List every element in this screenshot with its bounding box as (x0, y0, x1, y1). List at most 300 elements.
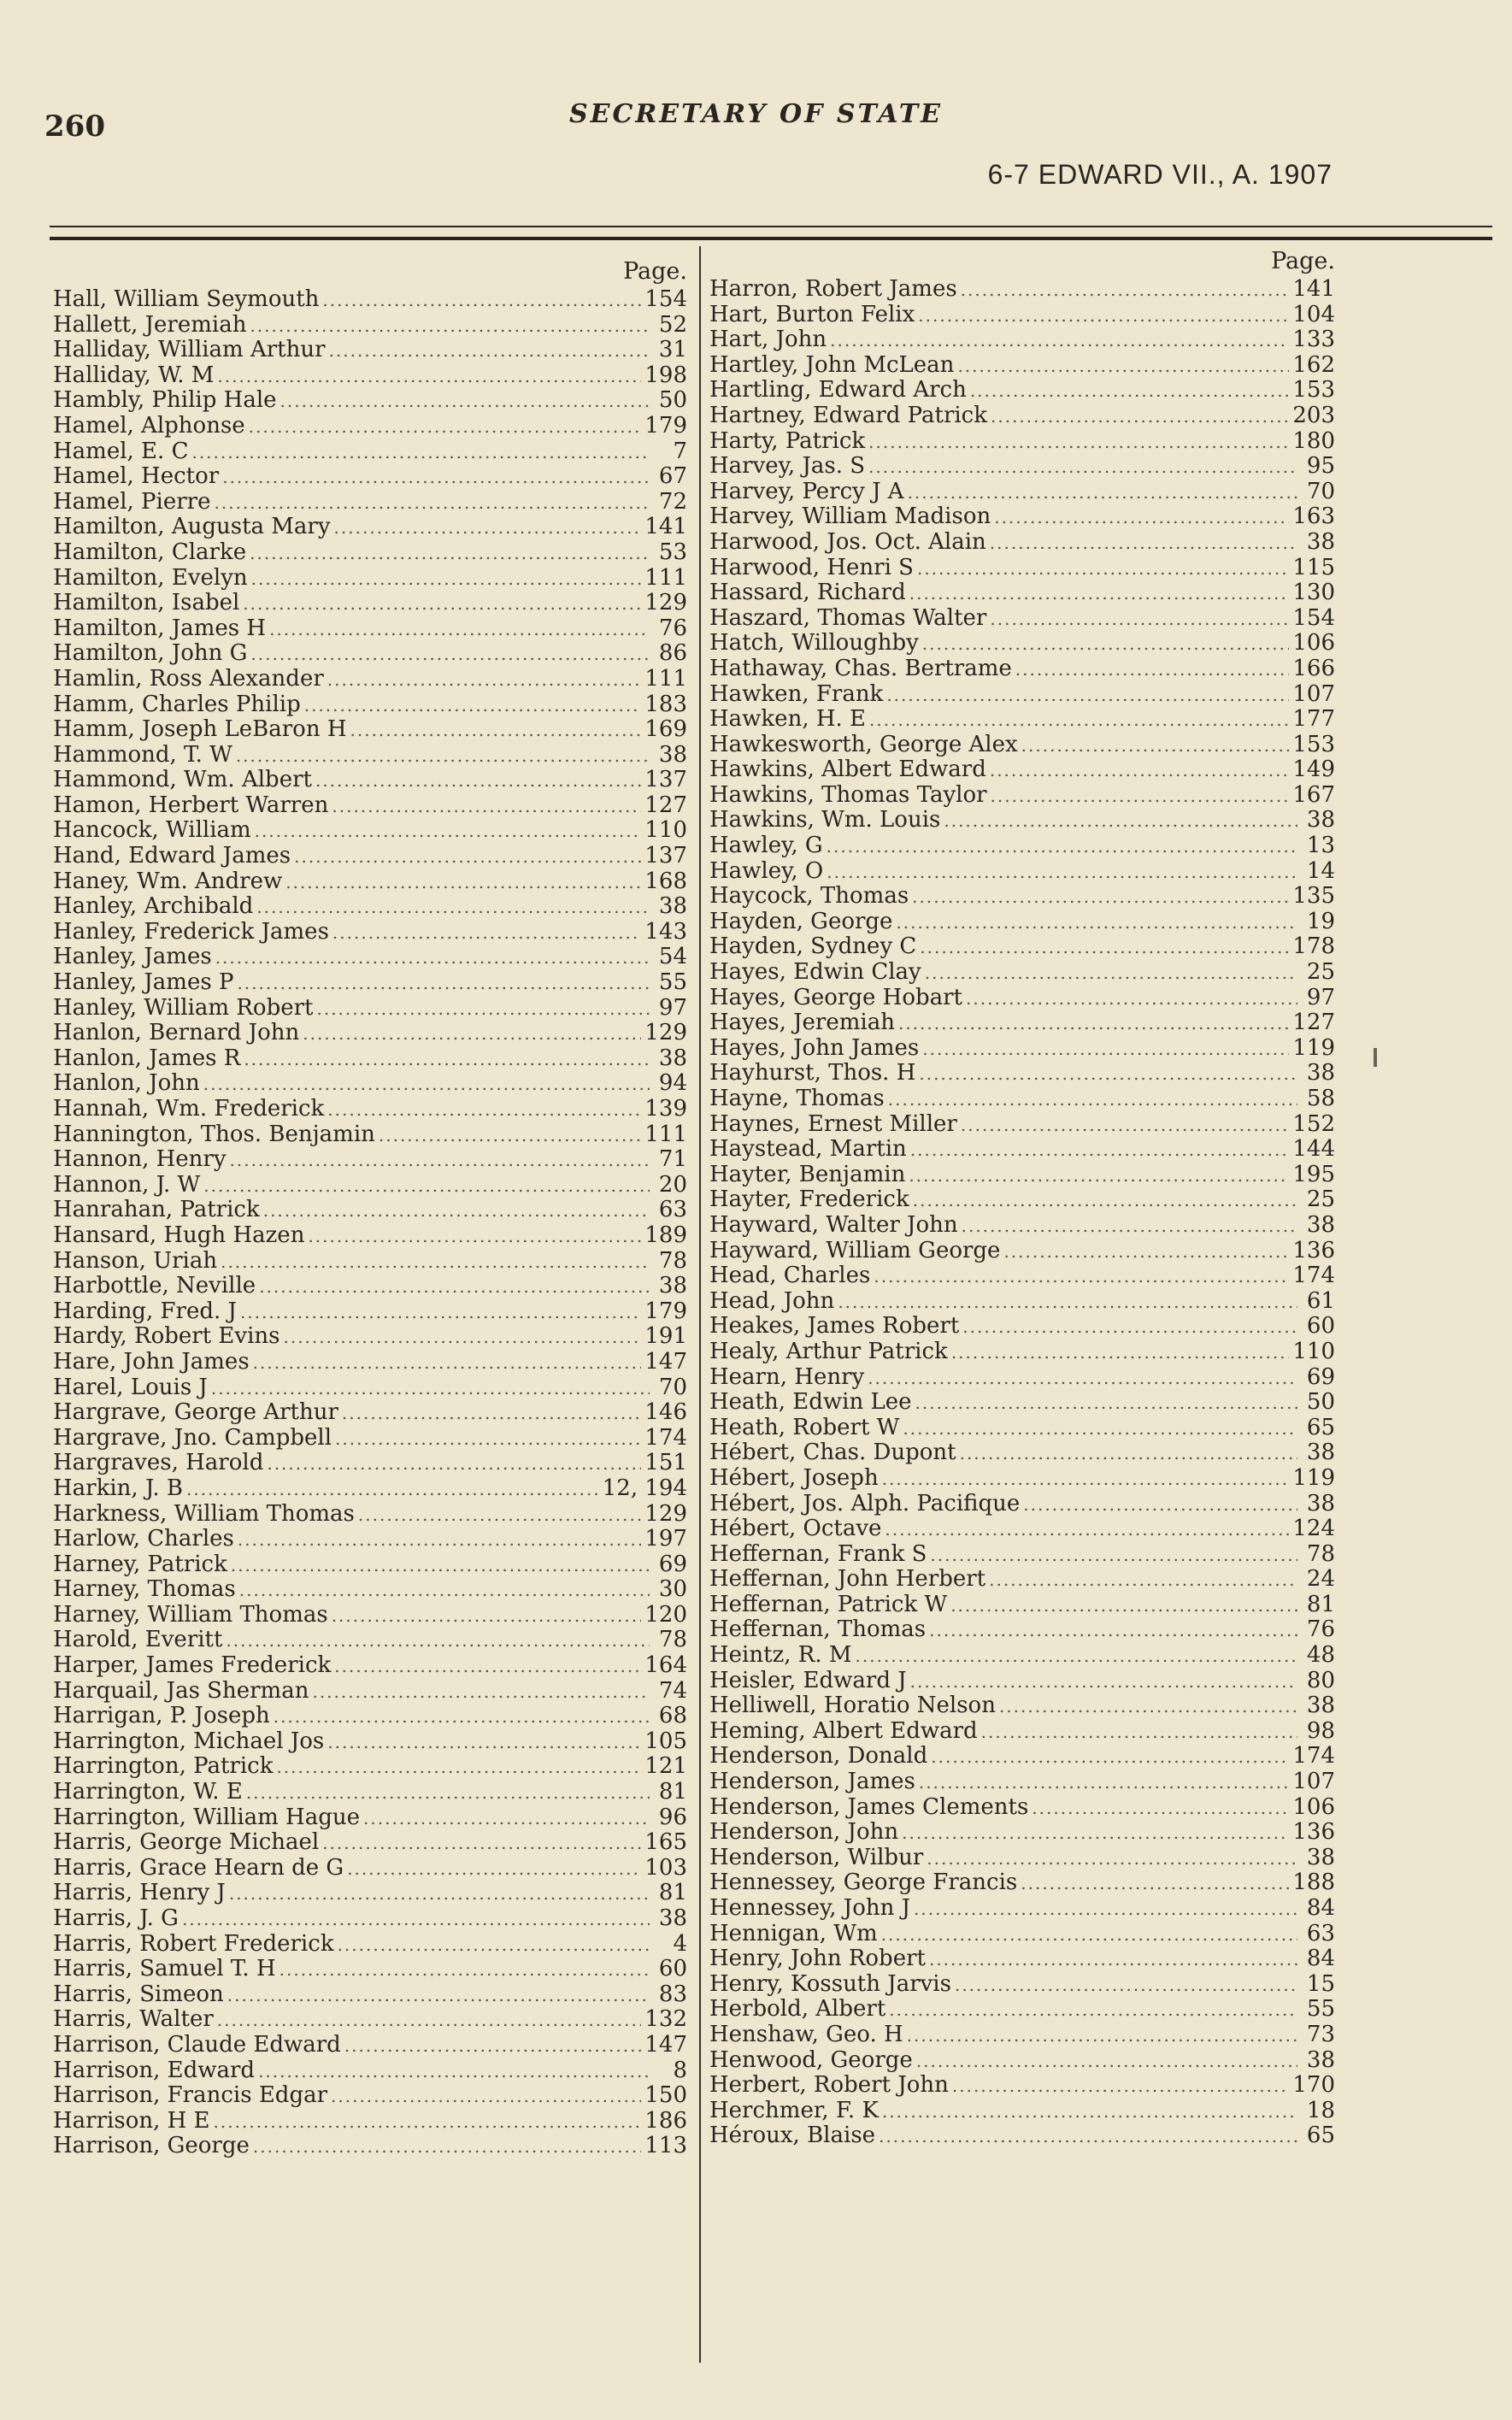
entry-page: 127 (644, 792, 687, 818)
entry-name: Hammond, Wm. Albert (53, 767, 312, 793)
entry-page: 152 (1292, 1110, 1335, 1137)
dot-leader (882, 1467, 1290, 1493)
dot-leader (250, 541, 650, 567)
index-entry (53, 1932, 687, 1958)
entry-page: 81 (1306, 1591, 1335, 1617)
dot-leader (342, 1401, 641, 1427)
entry-page: 67 (658, 463, 687, 490)
entry-name: Harold, Everitt (53, 1627, 223, 1653)
entry-page: 58 (1306, 1086, 1335, 1111)
index-entry (709, 403, 1335, 429)
entry-page: 55 (1306, 1996, 1335, 2023)
entry-page: 179 (644, 1298, 687, 1324)
entry-name: Heffernan, Patrick W (709, 1591, 948, 1617)
dot-leader (350, 718, 642, 744)
index-entry (709, 859, 1335, 885)
index-entry (709, 884, 1335, 910)
dot-leader (838, 1290, 1297, 1316)
dot-leader (221, 1250, 650, 1275)
entry-page: 38 (1306, 1440, 1335, 1466)
dot-leader (957, 354, 1289, 380)
index-entry (53, 1021, 687, 1046)
entry-name: Hayes, Jeremiah (709, 1010, 895, 1036)
entry-name: Hambly, Philip Hale (53, 387, 277, 414)
entry-name: Harkin, J. B (53, 1475, 183, 1501)
index-entry (53, 1527, 687, 1552)
dot-leader (1015, 657, 1290, 683)
index-entry (709, 1137, 1335, 1163)
entry-page: 164 (644, 1652, 687, 1679)
entry-name: Halliday, William Arthur (53, 337, 326, 363)
entry-name: Hébert, Chas. Dupont (709, 1440, 956, 1466)
entry-name: Hargraves, Harold (53, 1450, 264, 1476)
dot-leader (256, 895, 650, 921)
dot-leader (211, 1376, 650, 1402)
index-entry (53, 844, 687, 869)
entry-page: 197 (644, 1526, 687, 1552)
dot-leader (332, 921, 641, 946)
index-entry (709, 353, 1335, 379)
dot-leader (951, 1340, 1290, 1366)
index-entry (53, 1603, 687, 1628)
index-entry (709, 1239, 1335, 1264)
entry-page: 146 (644, 1399, 687, 1426)
dot-leader (347, 1857, 641, 1882)
index-entry (709, 1870, 1335, 1896)
entry-name: Harney, Patrick (53, 1551, 227, 1577)
index-entry (53, 2109, 687, 2134)
entry-name: Hare, John James (53, 1348, 250, 1375)
index-entry (709, 1643, 1335, 1669)
entry-page: 183 (644, 691, 687, 717)
entry-name: Hayhurst, Thos. H (709, 1060, 916, 1086)
index-entry (53, 1982, 687, 2008)
index-entry (709, 1061, 1335, 1086)
dot-leader (312, 1680, 650, 1705)
dot-leader (950, 1593, 1297, 1619)
index-entry (709, 556, 1335, 581)
entry-name: Henderson, James (709, 1769, 915, 1795)
index-entry (53, 338, 687, 363)
entry-page: 97 (1306, 984, 1335, 1010)
entry-name: Hamel, Alphonse (53, 412, 245, 439)
entry-page: 83 (658, 1981, 687, 2007)
entry-page: 154 (644, 286, 687, 312)
entry-page: 38 (1306, 1060, 1335, 1086)
index-entry (53, 869, 687, 895)
index-entry (53, 313, 687, 339)
dot-leader (917, 556, 1289, 582)
dot-leader (888, 1087, 1297, 1113)
index-entry (53, 591, 687, 616)
dot-leader (229, 1881, 650, 1907)
entry-page: 106 (1292, 1793, 1335, 1820)
index-entry (709, 960, 1335, 986)
dot-leader (316, 997, 650, 1022)
entry-name: Hamm, Charles Philip (53, 691, 301, 717)
entry-name: Halliday, W. M (53, 362, 215, 388)
entry-page: 71 (658, 1146, 687, 1173)
index-entry (709, 2023, 1335, 2048)
entry-name: Hanley, Archibald (53, 893, 254, 920)
entry-page: 137 (644, 843, 687, 869)
entry-page: 107 (1292, 1769, 1335, 1795)
dot-leader (882, 2099, 1297, 2125)
entry-page: 31 (658, 337, 687, 363)
entry-page: 130 (1292, 580, 1335, 606)
entry-name: Harrison, Edward (53, 2057, 256, 2083)
entry-page: 168 (644, 868, 687, 894)
entry-name: Hayward, Walter John (709, 1211, 958, 1238)
dot-leader (929, 1618, 1297, 1644)
index-entry (53, 1780, 687, 1805)
entry-name: Hébert, Jos. Alph. Pacifique (709, 1490, 1021, 1516)
entry-page: 50 (1306, 1389, 1335, 1416)
entry-page: 15 (1306, 1970, 1335, 1997)
dot-leader (322, 288, 641, 314)
index-entry (709, 277, 1335, 303)
index-entry (709, 504, 1335, 530)
index-entry (709, 1795, 1335, 1821)
dot-leader (274, 1705, 650, 1730)
entry-page: 81 (658, 1779, 687, 1805)
index-entry (709, 1010, 1335, 1036)
dot-leader (914, 1897, 1297, 1922)
entry-page: 147 (644, 2031, 687, 2058)
dot-leader (922, 632, 1290, 657)
index-entry (709, 1769, 1335, 1795)
dot-leader (239, 1578, 650, 1604)
dot-leader (217, 2008, 642, 2034)
header-rule-thick (50, 237, 1492, 240)
index-entry (709, 2099, 1335, 2124)
entry-name: Hanley, James P (53, 969, 234, 996)
entry-page: 121 (644, 1753, 687, 1780)
entry-page: 144 (1292, 1136, 1335, 1163)
index-entry (53, 1830, 687, 1856)
entry-name: Harris, Samuel T. H (53, 1956, 276, 1982)
entry-name: Healy, Arthur Patrick (709, 1338, 948, 1364)
index-entry (53, 1577, 687, 1603)
dot-leader (919, 1062, 1297, 1087)
index-entry (709, 833, 1335, 859)
index-entry (53, 1426, 687, 1451)
entry-page: 150 (644, 2082, 687, 2109)
index-entry (53, 1957, 687, 1982)
dot-leader (226, 1628, 650, 1654)
entry-page: 151 (644, 1450, 687, 1476)
entry-name: Henry, John Robert (709, 1946, 926, 1972)
dot-leader (991, 404, 1289, 430)
dot-leader (886, 683, 1289, 709)
entry-name: Harris, J. G (53, 1905, 179, 1931)
entry-page: 139 (644, 1096, 687, 1122)
entry-name: Helliwell, Horatio Nelson (709, 1693, 996, 1719)
index-entry (709, 1744, 1335, 1769)
index-list (709, 277, 1335, 2149)
entry-page: 86 (658, 640, 687, 667)
entry-name: Harvey, Percy J A (709, 478, 904, 504)
dot-leader (294, 845, 641, 870)
entry-page: 38 (1306, 1490, 1335, 1516)
dot-leader (283, 1325, 641, 1351)
entry-page: 132 (644, 2006, 687, 2033)
index-entry (53, 1502, 687, 1528)
index-entry (53, 1628, 687, 1653)
dot-leader (827, 860, 1297, 886)
entry-name: Hansard, Hugh Hazen (53, 1222, 305, 1248)
entry-name: Harkness, William Thomas (53, 1500, 355, 1527)
entry-page: 174 (644, 1424, 687, 1451)
index-entry (53, 2033, 687, 2058)
entry-page: 60 (658, 1956, 687, 1982)
index-entry (709, 1542, 1335, 1568)
index-entry (709, 707, 1335, 733)
index-entry (53, 1173, 687, 1198)
index-entry (709, 1086, 1335, 1112)
entry-name: Harney, Thomas (53, 1576, 236, 1603)
dot-leader (827, 834, 1297, 860)
dot-leader (227, 1983, 650, 2009)
index-entry (53, 692, 687, 718)
entry-page: 127 (1292, 1010, 1335, 1036)
entry-name: Heisler, Edward J (709, 1667, 907, 1693)
dot-leader (961, 1113, 1290, 1139)
entry-page: 70 (1306, 478, 1335, 504)
index-entry (53, 1249, 687, 1275)
dot-leader (344, 2034, 642, 2059)
entry-name: Heffernan, Thomas (709, 1616, 927, 1643)
entry-name: Harwood, Jos. Oct. Alain (709, 528, 986, 555)
index-entry (709, 1112, 1335, 1138)
dot-leader (885, 1517, 1289, 1543)
index-entry (53, 1223, 687, 1249)
entry-page: 38 (658, 1905, 687, 1931)
entry-name: Hamm, Joseph LeBaron H (53, 716, 347, 743)
index-entry (53, 2134, 687, 2159)
dot-leader (358, 1503, 641, 1528)
entry-page: 98 (1306, 1717, 1335, 1744)
entry-name: Hawkesworth, George Alex (709, 731, 1018, 757)
entry-page: 69 (658, 1551, 687, 1577)
dot-leader (999, 1694, 1297, 1720)
dot-leader (329, 339, 650, 364)
header-rule-thin (50, 226, 1492, 227)
index-entry (53, 793, 687, 819)
index-entry (709, 1163, 1335, 1188)
dot-leader (255, 819, 642, 845)
entry-name: Hannon, Henry (53, 1146, 227, 1173)
entry-page: 38 (658, 893, 687, 920)
dot-leader (970, 379, 1290, 404)
entry-name: Henwood, George (709, 2046, 913, 2073)
entry-page: 120 (644, 1601, 687, 1628)
entry-name: Hathaway, Chas. Bertrame (709, 655, 1012, 681)
dot-leader (315, 768, 641, 794)
index-entry (709, 1997, 1335, 2023)
index-entry (53, 641, 687, 667)
index-entry (709, 1820, 1335, 1846)
dot-leader (303, 1022, 641, 1047)
entry-name: Hayden, George (709, 908, 893, 934)
entry-page: 13 (1306, 833, 1335, 859)
entry-page: 72 (658, 488, 687, 515)
index-entry (709, 1567, 1335, 1593)
index-entry (709, 1922, 1335, 1947)
index-entry (709, 1390, 1335, 1416)
index-entry (709, 1946, 1335, 1972)
index-entry (53, 566, 687, 592)
dot-leader (253, 1351, 642, 1376)
dot-leader (236, 744, 650, 769)
index-entry (53, 414, 687, 439)
entry-page: 97 (658, 994, 687, 1021)
entry-page: 48 (1306, 1642, 1335, 1669)
entry-name: Heming, Albert Edward (709, 1717, 978, 1744)
entry-name: Hébert, Octave (709, 1516, 882, 1542)
dot-leader (327, 668, 642, 693)
index-entry (53, 717, 687, 743)
index-entry (709, 1187, 1335, 1213)
entry-page: 7 (673, 438, 687, 464)
entry-name: Hawkins, Thomas Taylor (709, 781, 987, 808)
dot-leader (994, 505, 1289, 531)
entry-page: 111 (644, 564, 687, 591)
entry-name: Henderson, James Clements (709, 1793, 1029, 1820)
index-entry (53, 1274, 687, 1299)
entry-name: Hearn, Henry (709, 1363, 865, 1390)
entry-name: Harty, Patrick (709, 427, 866, 454)
entry-name: Héroux, Blaise (709, 2123, 876, 2149)
entry-name: Hayne, Thomas (709, 1086, 885, 1111)
index-entry (709, 682, 1335, 708)
index-entry (53, 1122, 687, 1148)
dot-leader (990, 758, 1290, 784)
index-entry (709, 733, 1335, 758)
dot-leader (981, 1720, 1297, 1746)
entry-page: 169 (644, 716, 687, 743)
entry-name: Hanley, James (53, 944, 212, 970)
entry-name: Hawkins, Wm. Louis (709, 807, 941, 833)
entry-name: Hayes, Edwin Clay (709, 959, 921, 986)
entry-name: Harwood, Henri S (709, 554, 914, 580)
entry-name: Harrison, H E (53, 2107, 210, 2134)
dot-leader (1021, 733, 1290, 759)
entry-page: 153 (1292, 377, 1335, 403)
dot-leader (913, 1188, 1297, 1214)
session-heading: 6-7 EDWARD VII., A. 1907 (987, 159, 1333, 190)
index-entry (53, 1299, 687, 1325)
index-entry (53, 2058, 687, 2084)
dot-leader (285, 870, 641, 896)
entry-page: 147 (644, 1348, 687, 1375)
index-entry (53, 439, 687, 465)
entry-name: Hayter, Benjamin (709, 1161, 906, 1187)
index-entry (709, 631, 1335, 657)
index-entry (53, 1729, 687, 1755)
entry-name: Herbold, Albert (709, 1996, 886, 2023)
entry-name: Harris, George Michael (53, 1829, 320, 1856)
entry-page: 25 (1306, 959, 1335, 986)
entry-page: 198 (644, 362, 687, 388)
dot-leader (217, 364, 641, 390)
index-entry (709, 1036, 1335, 1062)
entry-page: 133 (1292, 327, 1335, 353)
entry-name: Hanlon, Bernard John (53, 1020, 300, 1046)
index-entry (53, 818, 687, 844)
dot-leader (258, 2059, 650, 2085)
index-entry (53, 1679, 687, 1705)
entry-name: Hayden, Sydney C (709, 933, 917, 960)
dot-leader (869, 708, 1289, 733)
entry-name: Hamilton, Augusta Mary (53, 514, 331, 540)
entry-name: Hanrahan, Patrick (53, 1197, 260, 1223)
index-entry (53, 1097, 687, 1122)
index-entry (709, 1669, 1335, 1694)
entry-name: Hamel, E. C (53, 438, 189, 464)
entry-page: 68 (658, 1703, 687, 1729)
index-entry (53, 970, 687, 996)
dot-leader (907, 2023, 1297, 2049)
entry-page: 162 (1292, 351, 1335, 378)
dot-leader (363, 1806, 650, 1832)
entry-page: 165 (644, 1829, 687, 1856)
dot-leader (879, 2124, 1297, 2150)
column-divider (699, 246, 701, 2363)
entry-name: Heath, Edwin Lee (709, 1389, 912, 1416)
dot-leader (214, 2110, 642, 2135)
entry-name: Hanley, William Robert (53, 994, 314, 1021)
dot-leader (868, 430, 1289, 456)
dot-leader (903, 1416, 1297, 1442)
entry-name: Head, John (709, 1287, 835, 1314)
entry-page: 143 (644, 918, 687, 945)
dot-leader (259, 1275, 650, 1300)
index-entry (53, 1198, 687, 1223)
entry-page: 136 (1292, 1819, 1335, 1846)
dot-leader (244, 1047, 650, 1073)
dot-leader (334, 515, 642, 541)
entry-page: 166 (1292, 655, 1335, 681)
index-entry (709, 1896, 1335, 1922)
entry-page: 119 (1292, 1464, 1335, 1491)
dot-leader (250, 642, 650, 668)
index-entry (53, 1856, 687, 1881)
index-entry (53, 1552, 687, 1578)
entry-page: 180 (1292, 427, 1335, 454)
dot-leader (331, 2084, 641, 2110)
index-entry (709, 934, 1335, 960)
entry-name: Henderson, Donald (709, 1743, 928, 1769)
index-entry (709, 986, 1335, 1011)
dot-leader (909, 1163, 1289, 1189)
entry-page: 105 (644, 1728, 687, 1754)
dot-leader (910, 1669, 1297, 1695)
entry-page: 4 (673, 1930, 687, 1957)
index-entry (709, 1314, 1335, 1340)
entry-name: Harrington, Patrick (53, 1753, 274, 1780)
index-entry (53, 667, 687, 692)
index-entry (709, 1693, 1335, 1719)
dot-leader (250, 314, 650, 339)
entry-page: 135 (1292, 883, 1335, 910)
entry-page: 20 (658, 1171, 687, 1198)
entry-name: Hargrave, Jno. Campbell (53, 1424, 332, 1451)
entry-page: 78 (658, 1627, 687, 1653)
dot-leader (267, 1451, 641, 1477)
index-entry (709, 657, 1335, 682)
entry-name: Hamilton, Clarke (53, 539, 247, 565)
